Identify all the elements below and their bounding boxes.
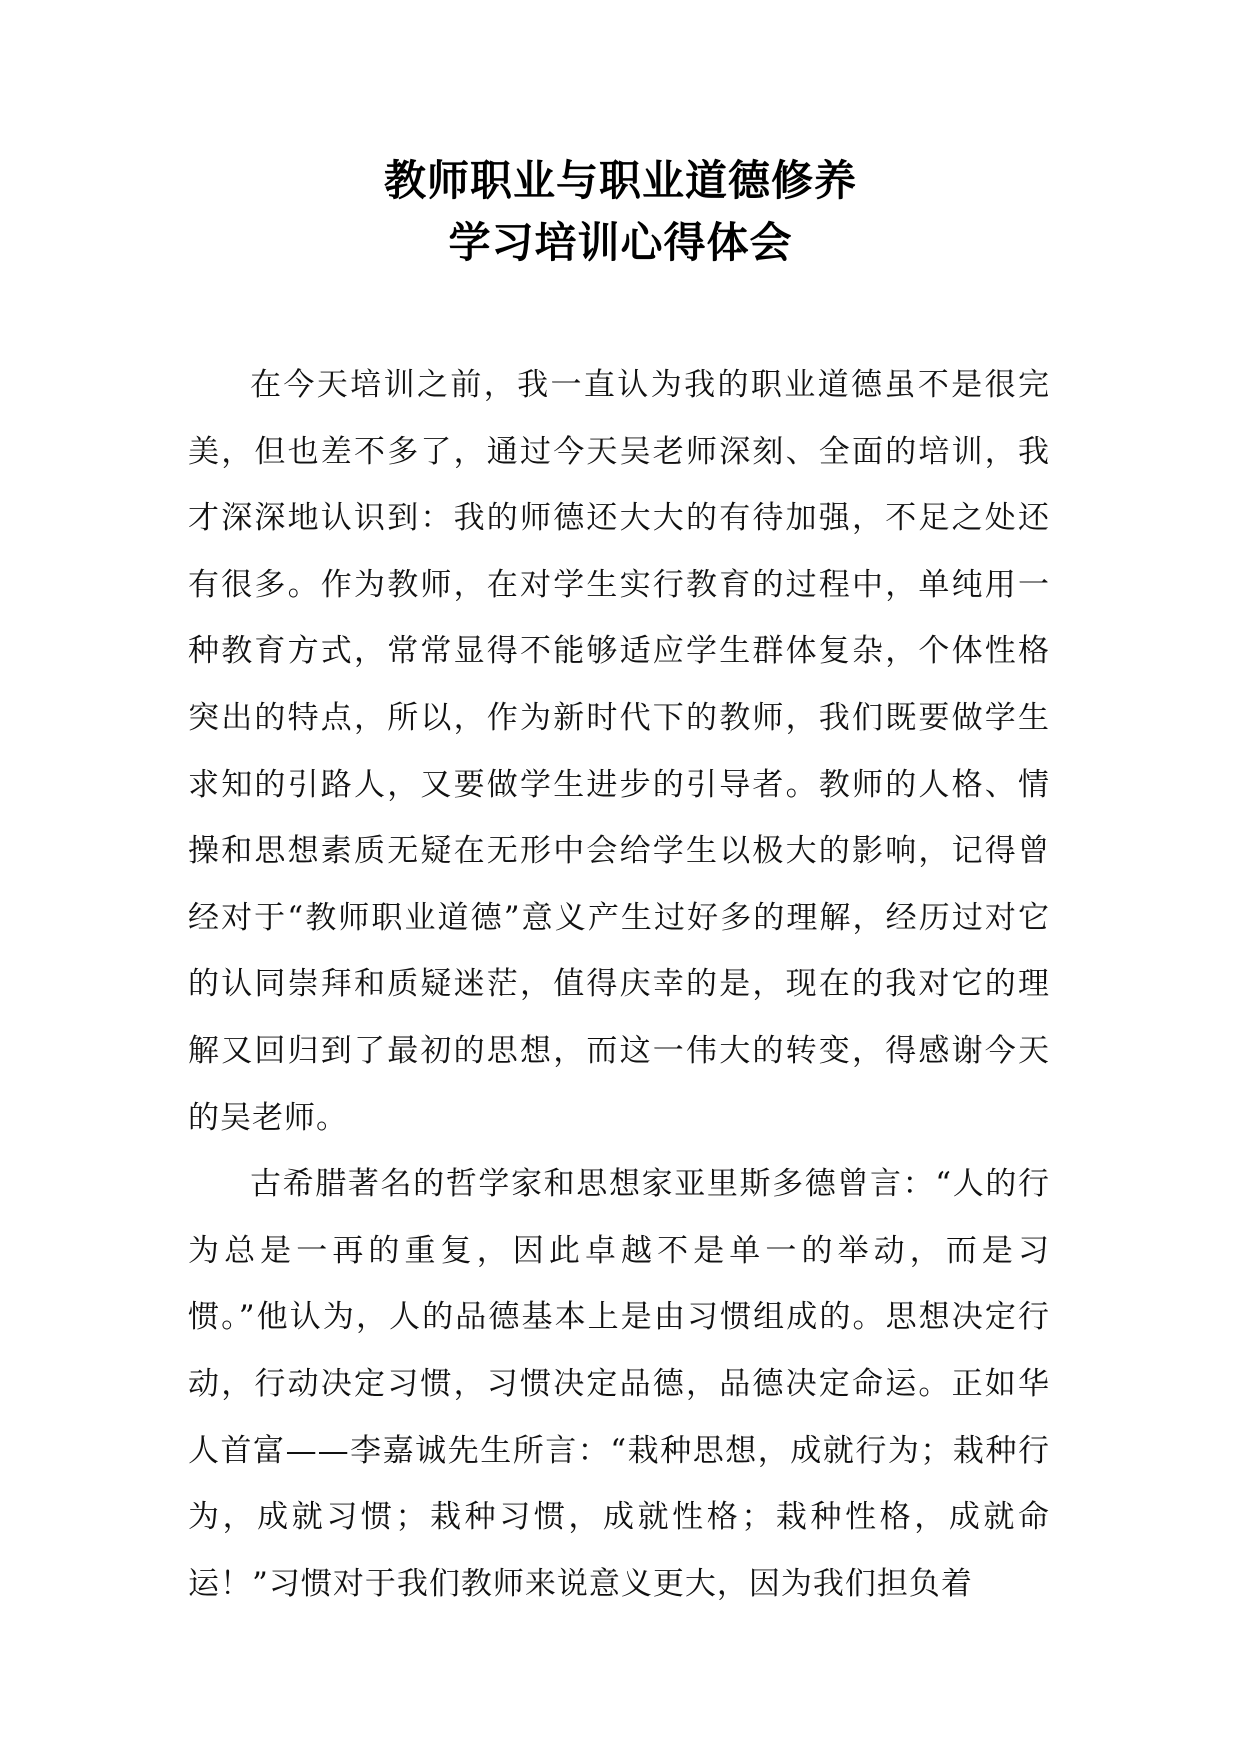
title-line-2: 学习培训心得体会 (448, 218, 793, 267)
paragraph-1: 在今天培训之前，我一直认为我的职业道德虽不是很完美，但也差不多了，通过今天吴老师深刻、全面的培训，我才深深地认识到：我的师德还大大的有待加强，不足之处还有很多。作为教师，在对学生实行教育的过程中，单纯用一种教育方式，常常显得不能够适应学生群体复杂，个体性格突出的特点，所以，作为新时代下的教师，我们既要做学生求知的引路人，又要做学生进步的引导者。教师的人格、情操和思想素质无疑在无形中会给学生以极大的影响，记得曾经对于“教师职业道德”意义产生过好多的理解，经历过对它的认同崇拜和质疑迷茫，值得庆幸的是，现在的我对它的理解又回归到了最初的思想，而这一伟大的转变，得感谢今天的吴老师。 (188, 367, 1050, 1136)
title-line-1: 教师职业与职业道德修养 (383, 156, 857, 205)
document-title (0, 150, 1241, 274)
paragraph-2: 古希腊著名的哲学家和思想家亚里斯多德曾言：“人的行为总是一再的重复，因此卓越不是单一的举动，而是习惯。”他认为，人的品德基本上是由习惯组成的。思想决定行动，行动决定习惯，习惯决定品德，品德决定命运。正如华人首富——李嘉诚先生所言：“栽种思想，成就行为；栽种行为，成就习惯；栽种习惯，成就性格；栽种性格，成就命运！”习惯对于我们教师来说意义更大，因为我们担负着 (188, 1166, 1050, 1602)
document-body (188, 352, 1050, 1617)
